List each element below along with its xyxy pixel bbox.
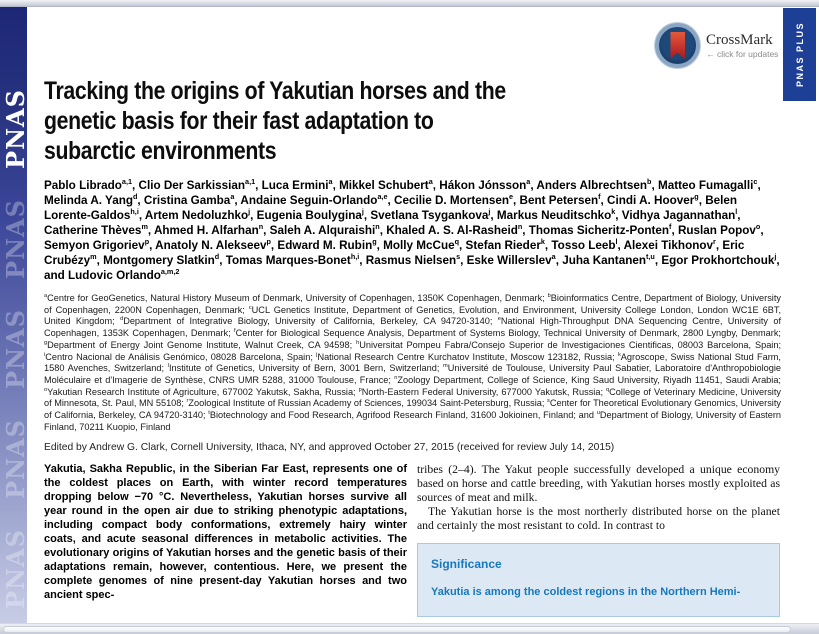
title-line-2: genetic basis for their fast adaptation to bbox=[44, 107, 434, 135]
title-line-3: subarctic environments bbox=[44, 137, 277, 165]
pnas-watermark: PNAS bbox=[1, 199, 30, 279]
crossmark-badge[interactable] bbox=[655, 23, 778, 68]
significance-title: Significance bbox=[431, 557, 502, 572]
significance-box bbox=[417, 543, 780, 617]
affiliations: $^a$Centre for GeoGenetics, Natural History Museum of Denmark, University of Copenhagen, 1350K Copenhagen, Denmark; $^b$Bioinformatics Centre, Department of Biology, University of Copenhagen, 2200N Copenhagen, Denmark; $^c$UCL Genetics Institute, Department of Genetics, Evolution, and Environment, University College London, London WC1E 6BT, United Kingdom; $^d$Department of Integrative Biology, University of California, Berkeley, CA 94720-3140; $^e$National High-Throughput DNA Sequencing Centre, University of Copenhagen, 1353K Copenhagen, Denmark; $^f$Center for Biological Sequence Analysis, Department of Systems Biology, Technical University of Denmark, 2800 Lyngby, Denmark; $^g$Department of Energy Joint Genome Institute, Walnut Creek, CA 94598; $^h$Universitat Pompeu Fabra/Consejo Superior de Investigaciones Cientificas, 08003 Barcelona, Spain; $^i$Centro Nacional de Análisis Genómico, 08028 Barcelona, Spain; $^j$National Research Centre Kurchatov Institute, Moscow 123182, Russia; $^k$Agroscope, Swiss National Stud Farm, 1580 Avenches, Switzerland; $^l$Institute of Genetics, University of Bern, 3001 Bern, Switzerland; $^m$Université de Toulouse, University Paul Sabatier, Laboratoire d'Anthropobiologie Moléculaire et d'Imagerie de Synthèse, CNRS UMR 5288, 31000 Toulouse, France; $^n$Zoology Department, College of Science, King Saud University, Riyadh 11451, Saudi Arabia; $^o$Yakutian Research Institute of Agriculture, 677002 Yakutsk, Sakha, Russia; $^p$North-Eastern Federal University, 677000 Yakutsk, Russia; $^q$College of Veterinary Medicine, University of Minnesota, St. Paul, MN 55108; $^r$Zoological Institute of Russian Academy of Sciences, 199034 Saint-Petersburg, Russia; $^s$Center for Theoretical Evolutionary Genomics, University of California, Berkeley, CA 94720-3140; $^t$Biotechnology and Food Research, Agrifood Research Finland, 31600 Jokioinen, Finland; and $^u$Department of Biology, University of Eastern Finland, 70211 Kuopio, Finland bbox=[44, 292, 782, 432]
body-paragraph: tribes (2–4). The Yakut people successfully developed a unique economy based on horse and cattle breeding, with Yakutian horses mostly exploited as sources of meat and milk. bbox=[417, 463, 780, 505]
pnas-plus-label: PNAS PLUS bbox=[794, 21, 805, 87]
right-column bbox=[417, 463, 780, 617]
pnas-plus-strip bbox=[783, 8, 816, 101]
two-column-body bbox=[44, 463, 781, 617]
crossmark-text bbox=[706, 32, 778, 60]
body-paragraph: The Yakutian horse is the most northerly distributed horse on the planet and certainly the most resistant to cold. In contrast to bbox=[417, 505, 780, 533]
pnas-watermark: PNAS bbox=[1, 419, 30, 499]
article-content bbox=[44, 76, 781, 617]
crossmark-icon bbox=[655, 23, 700, 68]
pnas-watermark: PNAS bbox=[1, 309, 30, 389]
author-list: Pablo Librado$^{a,1}$, Clio Der Sarkissian$^{a,1}$, Luca Ermini$^a$, Mikkel Schubert$^a$, Hákon Jónsson$^a$, Anders Albrechtsen$^b$, Matteo Fumagalli$^c$, Melinda A. Yang$^d$, Cristina Gamba$^a$, Andaine Seguin-Orlando$^{a,e}$, Cecilie D. Mortensen$^e$, Bent Petersen$^f$, Cindi A. Hoover$^g$, Belen Lorente-Galdos$^{h,i}$, Artem Nedoluzhko$^j$, Eugenia Boulygina$^j$, Svetlana Tsygankova$^j$, Markus Neuditschko$^k$, Vidhya Jagannathan$^l$, Catherine Thèves$^m$, Ahmed H. Alfarhan$^n$, Saleh A. Alquraishi$^n$, Khaled A. S. Al-Rasheid$^n$, Thomas Sicheritz-Ponten$^f$, Ruslan Popov$^o$, Semyon Grigoriev$^p$, Anatoly N. Alekseev$^p$, Edward M. Rubin$^g$, Molly McCue$^q$, Stefan Rieder$^k$, Tosso Leeb$^l$, Alexei Tikhonov$^r$, Eric Crubézy$^m$, Montgomery Slatkin$^d$, Tomas Marques-Bonet$^{h,i}$, Rasmus Nielsen$^s$, Eske Willerslev$^a$, Juha Kantanen$^{t,u}$, Egor Prokhortchouk$^j$, and Ludovic Orlando$^{a,m,2}$ bbox=[44, 177, 780, 282]
abstract-paragraph: Yakutia, Sakha Republic, in the Siberian Far East, represents one of the coldest places on Earth, with winter record temperatures dropping below −70 °C. Nevertheless, Yakutian horses survive all year round in the open air due to striking phenotypic adaptations, including compact body conformations, extremely hairy winter coats, and acute seasonal differences in metabolic activities. The evolutionary origins of Yakutian horses and the genetic basis of their adaptations remain, however, contentious. Here, we present the complete genomes of nine present-day Yakutian horses and two ancient spec- bbox=[44, 463, 407, 601]
window-top-edge bbox=[0, 0, 819, 7]
crossmark-title: CrossMark bbox=[706, 31, 773, 48]
crossmark-ribbon-icon bbox=[670, 32, 685, 59]
pnas-watermark: PNAS bbox=[1, 529, 30, 609]
page-title bbox=[44, 76, 781, 166]
pnas-sidebar bbox=[0, 5, 30, 634]
crossmark-subtitle-label: click for updates bbox=[717, 48, 779, 59]
scrollbar-thumb[interactable] bbox=[3, 626, 791, 633]
left-column bbox=[44, 463, 407, 617]
significance-text: Yakutia is among the coldest regions in the Northern Hemi- bbox=[431, 586, 741, 599]
crossmark-subtitle[interactable] bbox=[706, 49, 778, 60]
horizontal-scrollbar[interactable] bbox=[0, 623, 819, 634]
pnas-logo-vertical: PNAS bbox=[1, 89, 30, 169]
title-line-1: Tracking the origins of Yakutian horses and the bbox=[44, 77, 506, 105]
edited-by-line: Edited by Andrew G. Clark, Cornell University, Ithaca, NY, and approved October 27, 2015 (received for review July 14, 2015) bbox=[44, 442, 615, 454]
crossmark-arrow-icon: ← bbox=[706, 48, 715, 59]
